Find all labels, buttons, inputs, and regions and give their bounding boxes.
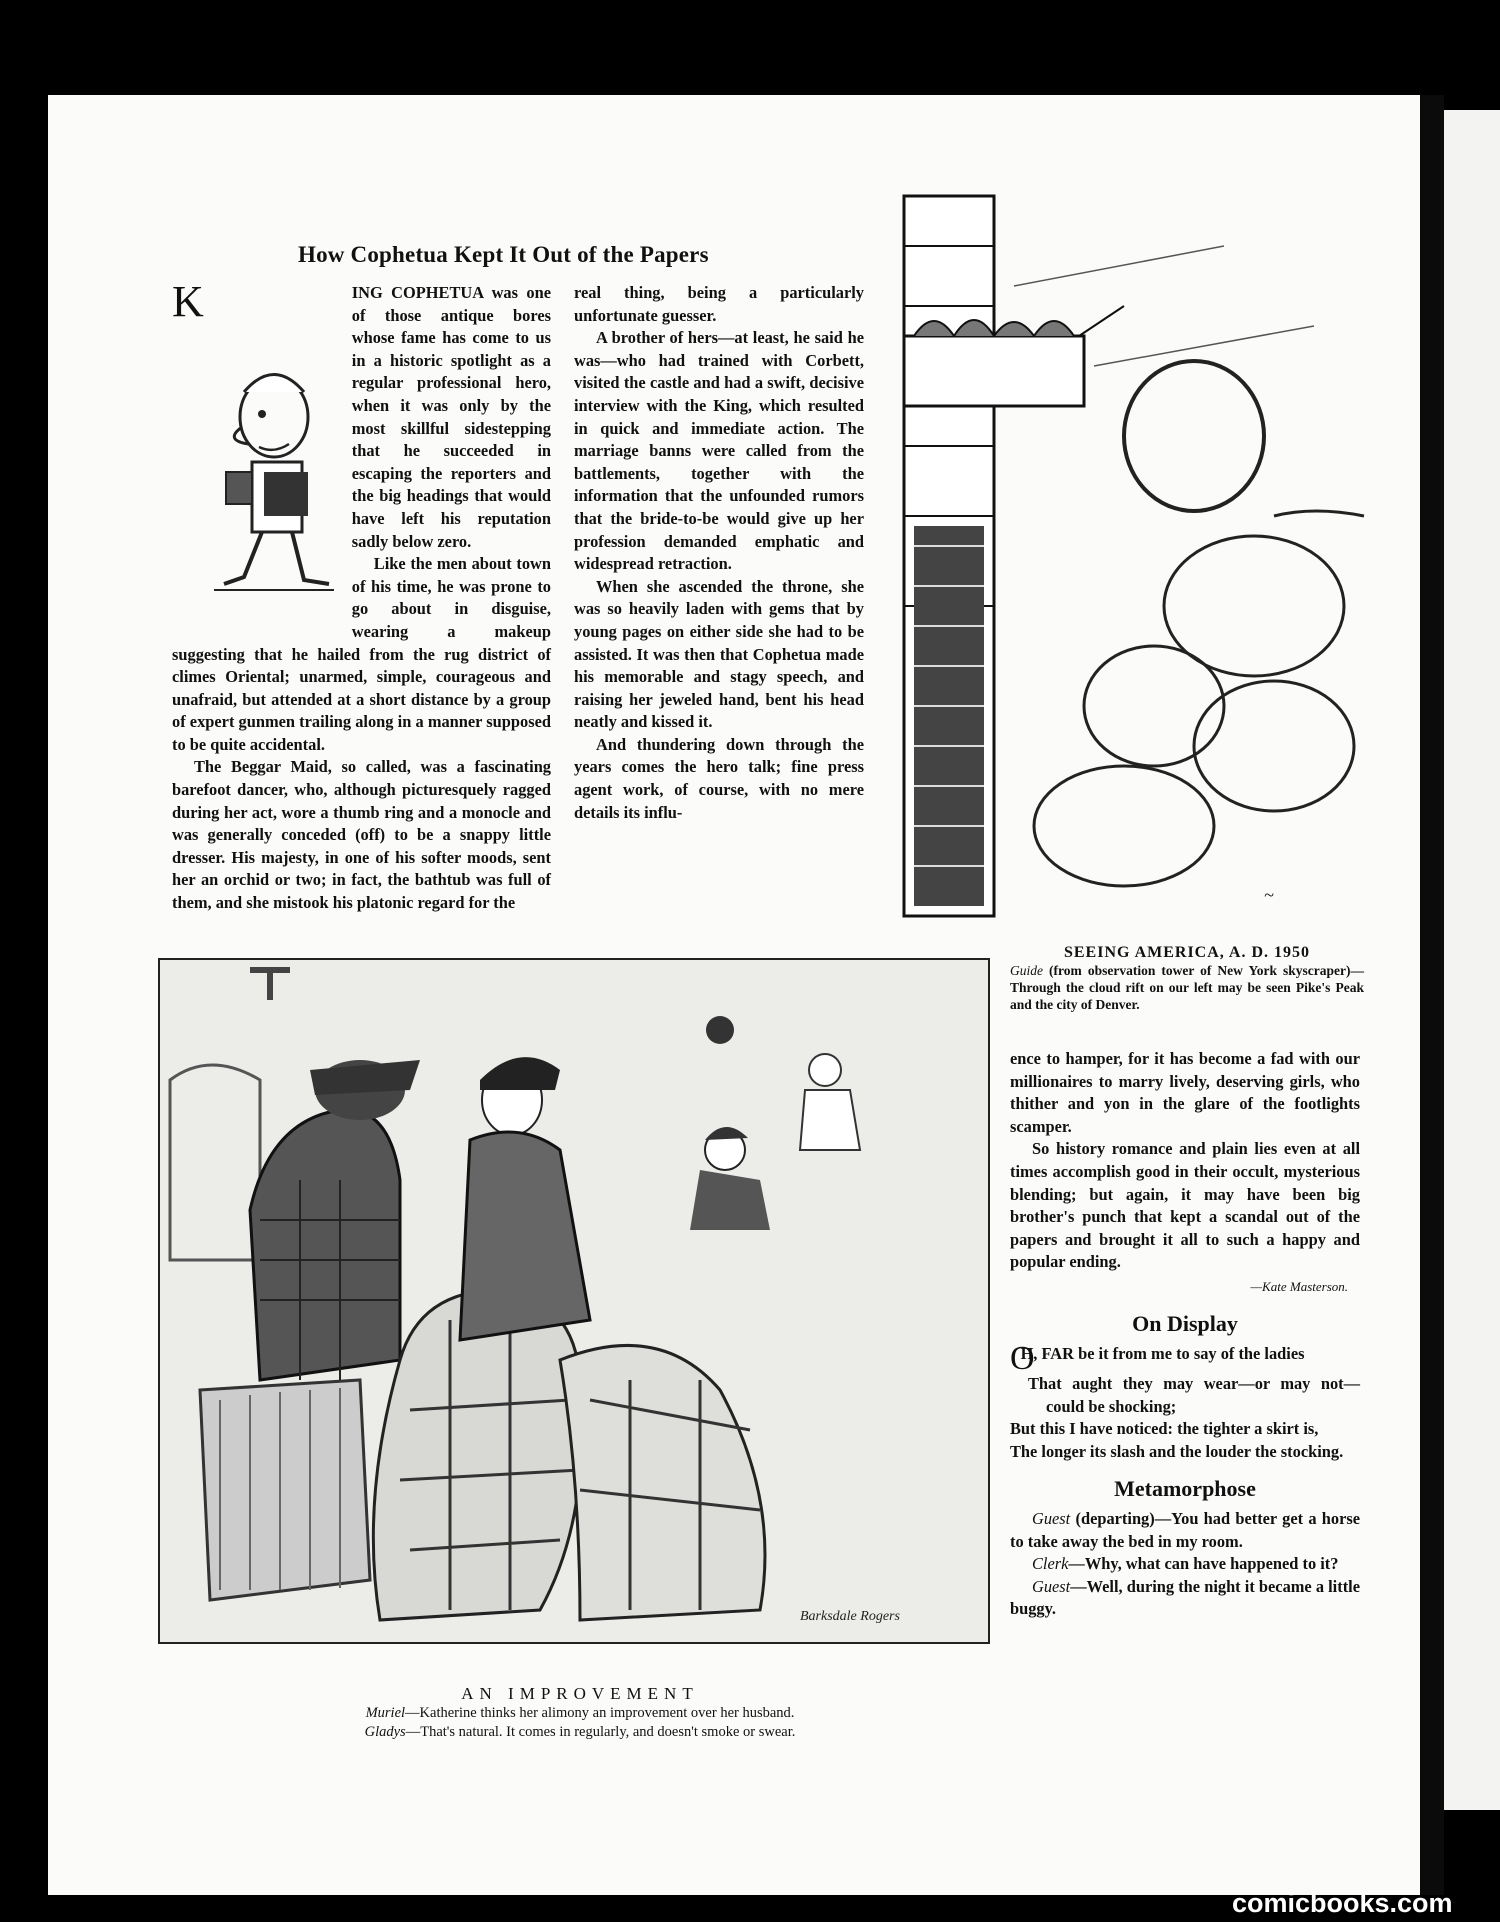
article-paragraph-9: So history romance and plain lies even at all times accomplish good in their occult, mysterious blending; but again, it may have been big brother's punch that kept a scandal out of the papers and brought it all to such a happy and popular ending. xyxy=(1010,1139,1360,1272)
article-paragraph-8: ence to hamper, for it has become a fad with our millionaires to marry lively, deserving girls, who thither and yon in the glare of the footlights scamper. xyxy=(1010,1049,1360,1136)
poem-title: On Display xyxy=(1132,1310,1238,1336)
article-column-1 xyxy=(172,277,551,915)
caption-speaker-1: Muriel xyxy=(365,1705,406,1721)
joke-title: Metamorphose xyxy=(1114,1475,1256,1501)
joke-speaker-1: Guest xyxy=(1032,1509,1071,1529)
poem-body xyxy=(1010,1340,1360,1463)
poem-line-1: H, FAR be it from me to say of the ladies xyxy=(1020,1344,1305,1364)
article-column-3 xyxy=(1010,1048,1360,1621)
skyscraper-tower-illustration xyxy=(894,186,1370,928)
site-watermark: comicbooks.com xyxy=(1232,1888,1453,1918)
caption-speaker-2: Gladys xyxy=(364,1724,406,1740)
article-paragraph-7: And thundering down through the years comes the hero talk; fine press agent work, of course, with no mere details its influ- xyxy=(574,734,864,822)
next-page-edge xyxy=(1444,110,1500,1810)
article-signature: —Kate Masterson. xyxy=(1250,1278,1348,1294)
article-paragraph-6: When she ascended the throne, she was so heavily laden with gems that by young pages on either side she had to be assisted. It was then that Cophetua made his memorable and stagy speech, and raising her jeweled hand, bent his head neatly and kissed it. xyxy=(574,576,864,732)
svg-text:~: ~ xyxy=(1264,885,1274,905)
article-dropcap: K xyxy=(172,277,204,326)
poem-dropcap: O xyxy=(1010,1340,1035,1378)
illustration-artist-signature: Barksdale Rogers xyxy=(800,1609,900,1624)
joke-line-2: —Why, what can have happened to it? xyxy=(1068,1554,1339,1574)
poem-line-3: But this I have noticed: the tighter a skirt is, xyxy=(1010,1419,1319,1439)
joke-speaker-3: Guest xyxy=(1032,1576,1071,1596)
article-paragraph-1: ING COPHETUA was one of those antique bores whose fame has come to us in a historic spotlight as a regular professional hero, when it was only by the most skillful sidestepping that he succeeded in escaping the reporters and the big headings that would have left his reputation sadly below zero. xyxy=(351,283,551,551)
illustration-caption-title: AN IMPROVEMENT xyxy=(461,1684,699,1703)
article-title: How Cophetua Kept It Out of the Papers xyxy=(298,242,709,267)
caption-line-1: —Katherine thinks her alimony an improvement over her husband. xyxy=(405,1705,795,1721)
joke-line-1: (departing)—You had better get a horse to take away the bed in my room. xyxy=(1010,1509,1360,1551)
joke-line-3: —Well, during the night it became a little buggy. xyxy=(1010,1576,1360,1619)
poem-line-2: That aught they may wear—or may not—could be shocking; xyxy=(1028,1374,1360,1416)
tower-caption-text xyxy=(1010,962,1364,1013)
tower-caption-body: (from observation tower of New York skyscraper)—Through the cloud rift on our left may be seen Pike's Peak and the city of Denver. xyxy=(1010,963,1364,1012)
tower-caption-title: SEEING AMERICA, A. D. 1950 xyxy=(1063,944,1311,961)
parlor-car-illustration xyxy=(158,958,990,1644)
poem-line-4: The longer its slash and the louder the stocking. xyxy=(1010,1441,1344,1461)
page-gutter xyxy=(1420,95,1444,1895)
tower-caption-speaker: Guide xyxy=(1010,963,1043,978)
article-column-2 xyxy=(574,282,864,824)
joke-speaker-2: Clerk xyxy=(1032,1554,1069,1574)
article-paragraph-5: A brother of hers—at least, he said he was—who had trained with Corbett, visited the castle and had a swift, decisive interview with the King, which resulted in quick and immediate action. The marriage banns were called from the battlements, together with the information that the unfounded rumors that the bride-to-be would give up her profession demanded emphatic and widespread retraction. xyxy=(574,328,864,574)
article-paragraph-3: The Beggar Maid, so called, was a fascinating barefoot dancer, who, although picturesquely ragged during her act, wore a thumb ring and a monocle and was generally conceded (off) to be a snappy little dresser. His majesty, in one of his softer moods, sent her an orchid or two; in fact, the bathtub was full of them, and she mistook his platonic regard for the xyxy=(172,757,551,913)
tower-caption xyxy=(1010,944,1364,1013)
caption-line-2: —That's natural. It comes in regularly, and doesn't smoke or swear. xyxy=(405,1724,796,1740)
article-paragraph-2: Like the men about town of his time, he was prone to go about in disguise, wearing a makeup suggesting that he hailed from the rug district of climes Oriental; unarmed, simple, courageous and unafraid, but attended at a short distance by a group of expert gunmen trailing along in a manner supposed to be quite accidental. xyxy=(172,554,551,754)
king-caricature-illustration xyxy=(204,322,344,622)
illustration-caption xyxy=(200,1684,960,1742)
article-paragraph-4: real thing, being a particularly unfortunate guesser. xyxy=(574,283,864,325)
